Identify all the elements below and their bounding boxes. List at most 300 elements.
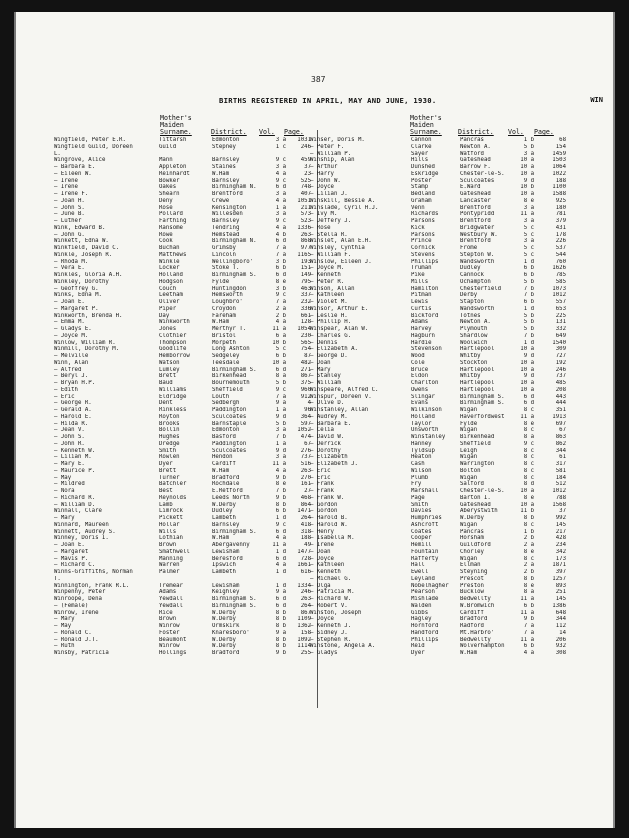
child-name: Wingrove, Alice (54, 157, 106, 164)
mother-maiden-surname: Evans (411, 400, 429, 407)
child-name: — Joyce (310, 184, 334, 191)
volume: 8 e (523, 582, 534, 589)
district: Barnsley (212, 218, 240, 224)
register-entry (310, 414, 572, 421)
page-ref: 67 (559, 427, 566, 434)
register-entry (54, 414, 314, 421)
mother-maiden-surname: Page (411, 494, 425, 501)
mother-maiden-surname: Brett (159, 467, 177, 474)
district: Bolton (460, 467, 481, 474)
volume: 5 c (275, 346, 286, 353)
register-entry (310, 650, 572, 657)
child-name: — Harold E. (54, 413, 92, 420)
mother-maiden-surname: Pitman (411, 292, 432, 299)
page-ref: 342 (555, 548, 566, 555)
register-entry (54, 144, 314, 151)
page-ref: 516 (300, 461, 311, 467)
page-ref: 754 (300, 346, 311, 353)
volume: 6 b (275, 265, 286, 272)
volume: 9 b (275, 650, 286, 656)
mother-maiden-surname: Buchan (159, 245, 180, 251)
district: Barnstaple (212, 420, 247, 427)
child-name: — Frank W. (310, 494, 345, 501)
mother-maiden-surname: Plumb (411, 474, 429, 481)
mother-maiden-surname: Couch (159, 285, 177, 292)
district: Brentford (460, 218, 491, 224)
child-name: — Peter R. (310, 278, 345, 285)
register-entry (54, 225, 314, 232)
volume: 10 a (520, 386, 534, 393)
child-name: — Ronald C. (54, 629, 92, 636)
register-entry (54, 245, 314, 252)
register-entry (310, 583, 572, 590)
page-ref: 1064 (552, 164, 566, 170)
register-entry (310, 454, 572, 461)
mother-maiden-surname: Thompson (159, 339, 187, 346)
child-name: — Barbara E. (54, 164, 96, 170)
volume: 9 c (275, 218, 286, 224)
page-ref: 232 (300, 299, 311, 305)
child-name: — Charles G. (310, 332, 352, 339)
register-entry (54, 468, 314, 475)
mother-maiden-surname: Foster (159, 629, 180, 636)
register-entry (310, 589, 572, 596)
page-ref: 573 (300, 211, 311, 218)
child-name: — Celia (310, 427, 334, 434)
page-ref: 1336 (297, 224, 311, 231)
district: W.Derby (212, 643, 236, 650)
page-ref: 234 (555, 542, 566, 548)
volume: 4 b (275, 231, 286, 238)
mother-maiden-surname: Appleton (159, 164, 187, 170)
child-name: — Jean V. (54, 427, 85, 434)
child-name: — Geoffrey G. (54, 285, 99, 292)
page-ref: 1626 (552, 265, 566, 272)
mother-maiden-surname: Poster (411, 177, 432, 184)
mother-maiden-surname: Clothier (159, 332, 187, 339)
mother-maiden-surname: Matthews (159, 251, 187, 258)
district: Aberystwith (460, 508, 498, 515)
register-entry (54, 515, 314, 522)
volume: 7 a (275, 245, 286, 251)
page-ref: 893 (555, 582, 566, 589)
page-ref: 867 (300, 373, 311, 380)
district: Stockton (460, 359, 488, 366)
mother-maiden-surname: Heaton (411, 454, 432, 461)
volume: 5 b (523, 312, 534, 319)
district: Plymouth (460, 326, 488, 332)
district: Lincoln (212, 251, 236, 258)
register-entry (54, 272, 314, 279)
mother-maiden-surname: Baud (159, 380, 173, 386)
page-ref: 565 (300, 339, 311, 346)
district: Grimsby (212, 245, 236, 251)
child-name: Winlow, William R. (54, 339, 116, 346)
volume: 3 a (523, 204, 534, 211)
volume: 10 a (520, 380, 534, 386)
district: Birmingham S. (460, 393, 505, 400)
child-name: Winson, Allan (310, 285, 355, 292)
district: Pancras (460, 137, 484, 143)
child-name: — Robert V. (310, 602, 348, 609)
volume: 9 c (275, 292, 286, 299)
volume: 10 a (272, 359, 286, 366)
register-entry (310, 569, 572, 576)
register-entry (310, 630, 572, 637)
register-entry (54, 313, 314, 320)
register-entry (310, 542, 572, 549)
mother-maiden-surname: Hardie (411, 339, 432, 346)
mother-maiden-surname: Reid (411, 643, 425, 650)
register-entry (54, 596, 314, 603)
child-name: — Gerald A. (54, 407, 92, 413)
page-ref: 728 (300, 555, 311, 562)
register-entry (54, 610, 314, 617)
child-name: — Eric (310, 467, 331, 474)
page-ref: 270 (300, 474, 311, 481)
child-name: — Gordon (310, 501, 338, 508)
district: Crewe (212, 197, 230, 204)
district: Wigan (460, 454, 478, 461)
volume: 9 a (275, 629, 286, 636)
district: Bradford (212, 650, 240, 656)
page-ref: 1913 (552, 413, 566, 420)
volume: 8 c (523, 474, 534, 481)
register-entry (310, 576, 572, 583)
mother-maiden-surname: Lumley (159, 366, 180, 373)
maiden-header-line: Maiden (160, 121, 184, 129)
volume: 5 b (523, 326, 534, 332)
mother-maiden-surname: Goodlife (159, 346, 187, 353)
register-entry (54, 441, 314, 448)
child-name: — Stanley (310, 373, 341, 380)
page-ref: 1092 (297, 636, 311, 643)
volume: 11 a (520, 636, 534, 643)
volume: 8 a (275, 373, 286, 380)
register-entry (54, 164, 314, 171)
child-name: — Joan (310, 548, 331, 555)
page-ref: 557 (555, 299, 566, 305)
mother-maiden-surname: Winrow (159, 643, 180, 650)
volume: 8 b (275, 501, 286, 508)
district: Chesterfield (460, 285, 502, 292)
page-ref: 4 (307, 400, 311, 407)
child-name: — John G. (54, 231, 85, 238)
page-ref: 1362 (297, 623, 311, 629)
volume: 1 d (275, 582, 286, 589)
page-edge-left (14, 12, 16, 828)
page-ref: 418 (300, 521, 311, 528)
child-name: — Dorothy (310, 447, 341, 454)
mother-maiden-surname: Smith (159, 447, 177, 454)
mother-maiden-surname: Rose (159, 204, 173, 211)
volume: 8 c (523, 447, 534, 454)
page-ref: 351 (555, 407, 566, 413)
volume: 6 d (275, 184, 286, 191)
child-name: — Margaret P. (54, 305, 99, 312)
mother-maiden-surname: Ewell (411, 569, 429, 575)
page-ref: 960 (300, 386, 311, 393)
district: Wolverhampton (460, 643, 505, 650)
child-name: Winser, Doris M. (310, 137, 365, 143)
mother-maiden-surname: Humphries (411, 515, 442, 521)
volume: 3 a (523, 238, 534, 245)
register-entry (54, 333, 314, 340)
child-name: — Stella R. (310, 231, 348, 238)
mother-maiden-surname: Smathwell (159, 548, 190, 555)
page-ref: 1031 (297, 137, 311, 143)
page-ref: 145 (555, 596, 566, 602)
district: Birmingham N. (212, 238, 257, 245)
volume: 8 c (523, 454, 534, 461)
mother-maiden-surname: Warren (159, 562, 180, 569)
child-name: — David W. (310, 434, 345, 440)
district: Guildford (460, 542, 491, 548)
district: Kensington (212, 204, 247, 211)
page-number: 387 (311, 75, 326, 84)
mother-maiden-surname: Stevens (411, 251, 435, 258)
mother-maiden-surname: Rafferty (411, 555, 439, 562)
child-name: Winkworth, Brenda H. (54, 312, 123, 319)
page-ref: 151 (300, 265, 311, 272)
page-ref: 263 (300, 467, 311, 474)
mother-maiden-surname: Dyer (411, 650, 425, 656)
child-name: — Gladys (310, 650, 338, 656)
district: Teesdale (212, 359, 240, 366)
child-name: Winn, Alan (54, 359, 89, 366)
volume: 4 a (275, 170, 286, 177)
district: Wellingboro' (212, 258, 254, 265)
child-name: — Barbara E. (310, 420, 352, 427)
mother-maiden-surname: Ransome (159, 224, 183, 231)
page-ref: 188 (555, 177, 566, 184)
page-ref: 443 (555, 393, 566, 400)
child-name: — Michael G. (310, 575, 352, 582)
register-entry (310, 171, 572, 178)
child-name: — Margaret (54, 548, 89, 555)
district: Cardiff (460, 609, 484, 616)
child-name: — John S. (54, 204, 85, 211)
child-name: — Joyce M. (54, 332, 89, 339)
mother-maiden-surname: Farthing (159, 218, 187, 224)
volume: 8 a (523, 589, 534, 596)
volume: 5 b (523, 143, 534, 150)
child-name: — George D. (310, 353, 348, 359)
volume: 8 a (523, 434, 534, 440)
district: Sculcoates (212, 413, 247, 420)
child-name: — Ivy M. (310, 211, 338, 218)
mother-maiden-surname: Eldon (411, 373, 429, 380)
child-name: — John S. (54, 434, 85, 440)
register-page (14, 12, 615, 828)
page-ref: 173 (555, 555, 566, 562)
volume: 3 a (275, 211, 286, 218)
register-entry (310, 157, 572, 164)
mother-maiden-surname: Wills (159, 528, 177, 535)
register-entry (54, 603, 314, 610)
district: Stepney (212, 143, 236, 150)
right-page-header: Page. (534, 128, 554, 136)
district: Derby (460, 292, 478, 299)
child-name: — William F. (310, 251, 352, 258)
mother-maiden-surname: Rowe (159, 231, 173, 238)
volume: 11 a (272, 461, 286, 467)
page-ref: 230 (300, 332, 311, 339)
district: Bristol (212, 332, 236, 339)
page-ref: 474 (300, 434, 311, 440)
volume: 1 b (523, 137, 534, 143)
district: Sculcoates (460, 177, 495, 184)
page-ref: 154 (555, 143, 566, 150)
child-name: — (Female) (54, 602, 89, 609)
volume: 11 a (272, 326, 286, 332)
page-ref: 737 (300, 454, 311, 461)
page-ref: 925 (555, 197, 566, 204)
register-entry (310, 562, 572, 569)
volume: 1 c (275, 143, 286, 150)
child-name: Winslet, Alan E.H. (310, 238, 372, 245)
page-ref: 375 (300, 380, 311, 386)
district: Barnsley (212, 177, 240, 184)
district: W.Ham (212, 535, 230, 542)
mother-maiden-surname: Brooks (159, 420, 180, 427)
page-ref: 1334 (297, 582, 311, 589)
page-ref: 379 (555, 218, 566, 224)
page-ref: 781 (555, 211, 566, 218)
page-ref: 332 (555, 326, 566, 332)
child-name: — Richard R. (54, 494, 96, 501)
child-name: — Olive D. (310, 400, 345, 407)
register-entry (54, 191, 314, 198)
mother-maiden-surname: Hall (411, 562, 425, 569)
mother-maiden-surname: Parsons (411, 231, 435, 238)
child-name: — Kenneth (310, 569, 341, 575)
volume: 8 b (523, 575, 534, 582)
mother-maiden-surname: Wilkinson (411, 407, 442, 413)
district: Birmingham S. (212, 596, 257, 602)
child-name: — Phillip H. (310, 319, 352, 326)
register-entry (310, 178, 572, 185)
register-entry (54, 495, 314, 502)
district: Abergavenny (212, 542, 250, 548)
register-entry (54, 387, 314, 394)
child-name: — Joyce (310, 616, 334, 623)
page-ref: 178 (555, 231, 566, 238)
district: Chester-le-S. (460, 170, 505, 177)
child-name: — Mary E. (54, 461, 85, 467)
register-entry (310, 272, 572, 279)
district: Paddington (212, 407, 247, 413)
mother-maiden-surname: Kick (411, 224, 425, 231)
district: Warrington (460, 461, 495, 467)
page-ref: 585 (555, 278, 566, 285)
register-entry (54, 157, 314, 164)
volume: 8 c (523, 407, 534, 413)
register-entry (310, 340, 572, 347)
page-ref: 863 (555, 434, 566, 440)
mother-maiden-surname: Holland (159, 272, 183, 278)
mother-maiden-surname: Leyland (411, 575, 435, 582)
volume: 10 a (520, 164, 534, 170)
register-entry (54, 562, 314, 569)
volume: 10 a (520, 170, 534, 177)
mother-maiden-surname: Deny (159, 197, 173, 204)
register-entry (54, 198, 314, 205)
district: Huntingdon (212, 285, 247, 292)
page-ref: 932 (555, 643, 566, 650)
child-name: — Olga (310, 582, 331, 589)
volume: 10 a (520, 191, 534, 197)
page-ref: 1012 (552, 488, 566, 494)
register-entry (310, 535, 572, 542)
district: Ellman (460, 562, 481, 569)
volume: 2 a (275, 305, 286, 312)
page-ref: 67 (304, 440, 311, 447)
register-entry (54, 380, 314, 387)
volume: 9 d (275, 447, 286, 454)
maiden-header-line: Surname. (410, 128, 442, 136)
child-name: Winship, Alan (310, 157, 355, 164)
child-name: — Isabella M. (310, 535, 355, 542)
page-ref: 263 (300, 596, 311, 602)
child-name: — Derrick (310, 440, 341, 447)
district: Salford (460, 481, 484, 488)
volume: 3 b (275, 258, 286, 265)
register-entry (310, 616, 572, 623)
mother-maiden-surname: Hills (411, 157, 429, 164)
district: Knaresboro' (212, 629, 250, 636)
child-name: — Mavis P. (54, 555, 89, 562)
district: Stapton (460, 299, 484, 305)
volume: 2 b (275, 312, 286, 319)
child-name: — Leslie H. (310, 312, 348, 319)
child-name: — Kenneth (310, 272, 341, 278)
volume: 6 a (275, 332, 286, 339)
mother-maiden-surname: Brown (159, 542, 177, 548)
mother-maiden-surname: Eldridge (159, 393, 187, 400)
page-ref: 193 (300, 258, 311, 265)
mother-maiden-surname: Leetham (159, 292, 183, 299)
volume: 6 b (523, 643, 534, 650)
mother-maiden-surname: Marshall (411, 488, 439, 494)
child-name: — Elizabeth A. (310, 346, 358, 353)
page-ref: 1051 (297, 197, 311, 204)
register-entry (310, 252, 572, 259)
register-entry (310, 488, 572, 495)
mother-maiden-surname: Mishlade (411, 596, 439, 602)
page-ref: 1568 (552, 501, 566, 508)
mother-maiden-surname: Coates (411, 528, 432, 535)
page-ref: 537 (555, 245, 566, 251)
register-entry (54, 346, 314, 353)
register-entry (310, 333, 572, 340)
volume: 1 b (523, 528, 534, 535)
district: Leeds North (212, 494, 250, 501)
volume: 11 a (520, 609, 534, 616)
right-entries-column (310, 137, 572, 657)
volume: 11 a (520, 413, 534, 420)
district: W.Derby (212, 616, 236, 623)
volume: 6 b (523, 272, 534, 278)
mother-maiden-surname: Dent (159, 400, 173, 407)
mother-maiden-surname: Bickford (411, 312, 439, 319)
district: Bradford (460, 616, 488, 623)
volume: 6 d (275, 528, 286, 535)
volume: 7 a (275, 299, 286, 305)
child-name: — Patricia M. (310, 589, 355, 596)
register-entry (310, 468, 572, 475)
register-entry (54, 299, 314, 306)
